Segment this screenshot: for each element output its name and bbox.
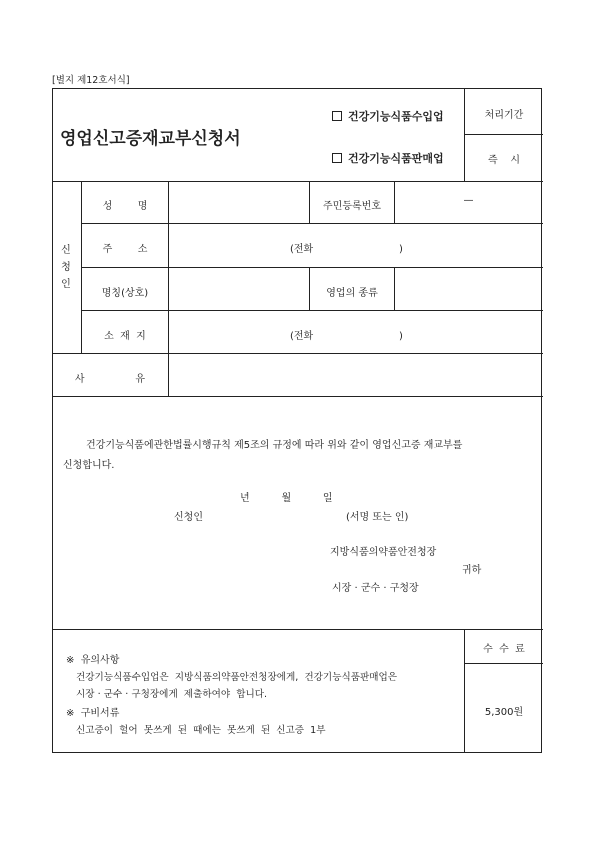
caution-title: ※ 유의사항: [66, 655, 120, 666]
processing-period-value: 즉 시: [487, 155, 521, 166]
sign-note: (서명 또는 인): [346, 512, 409, 523]
business-kind-field[interactable]: [396, 270, 541, 308]
statement-line-2: 신청합니다.: [63, 460, 115, 471]
location-phone-field[interactable]: (전화 ): [290, 331, 403, 342]
trade-name-field[interactable]: [170, 270, 307, 308]
reason-label: 사 유: [74, 374, 146, 385]
caution-line-1: 건강기능식품수입업은 지방식품의약품안전청장에게, 건강기능식품판매업은: [76, 672, 398, 683]
name-field[interactable]: [170, 185, 307, 221]
signer-label: 신청인: [174, 512, 203, 523]
applicant-section-label: 신청인: [61, 245, 71, 290]
date-line: 년 월 일: [240, 493, 333, 504]
caution-line-2: 시장 · 군수 · 구청장에게 제출하여야 합니다.: [76, 689, 268, 700]
processing-period-label: 처리기간: [484, 110, 524, 121]
trade-name-label: 명칭(상호): [101, 288, 149, 299]
option-label: 건강기능식품판매업: [348, 152, 444, 165]
recipient-local-head: 시장 · 군수 · 구청장: [332, 583, 419, 594]
statement-line-1: 건강기능식품에관한법률시행규칙 제5조의 규정에 따라 위와 같이 영업신고증 재교부를: [86, 440, 463, 451]
name-label: 성 명: [102, 201, 148, 212]
address-label: 주 소: [102, 244, 148, 255]
location-label: 소 재 지: [104, 331, 146, 342]
form-title: 영업신고증재교부신청서: [60, 129, 241, 149]
option-health-import[interactable]: [332, 108, 444, 124]
option-health-sales[interactable]: [332, 150, 444, 166]
resident-number-label: 주민등록번호: [323, 201, 381, 212]
docs-title: ※ 구비서류: [66, 708, 120, 719]
business-kind-label: 영업의 종류: [326, 288, 378, 299]
form-number: [별지 제12호서식]: [52, 75, 130, 86]
recipient-suffix: 귀하: [462, 565, 482, 576]
fee-value: 5,300원: [484, 707, 524, 718]
option-label: 건강기능식품수입업: [348, 110, 444, 123]
fee-label: 수 수 료: [483, 644, 525, 655]
address-phone-field[interactable]: (전화 ): [290, 244, 403, 255]
checkbox-icon: [332, 153, 342, 163]
reason-field[interactable]: [170, 356, 541, 394]
docs-line-1: 신고증이 헐어 못쓰게 된 때에는 못쓰게 된 신고증 1부: [76, 725, 326, 736]
resident-number-field[interactable]: —: [463, 195, 474, 206]
checkbox-icon: [332, 111, 342, 121]
recipient-regional-office: 지방식품의약품안전청장: [330, 547, 437, 558]
